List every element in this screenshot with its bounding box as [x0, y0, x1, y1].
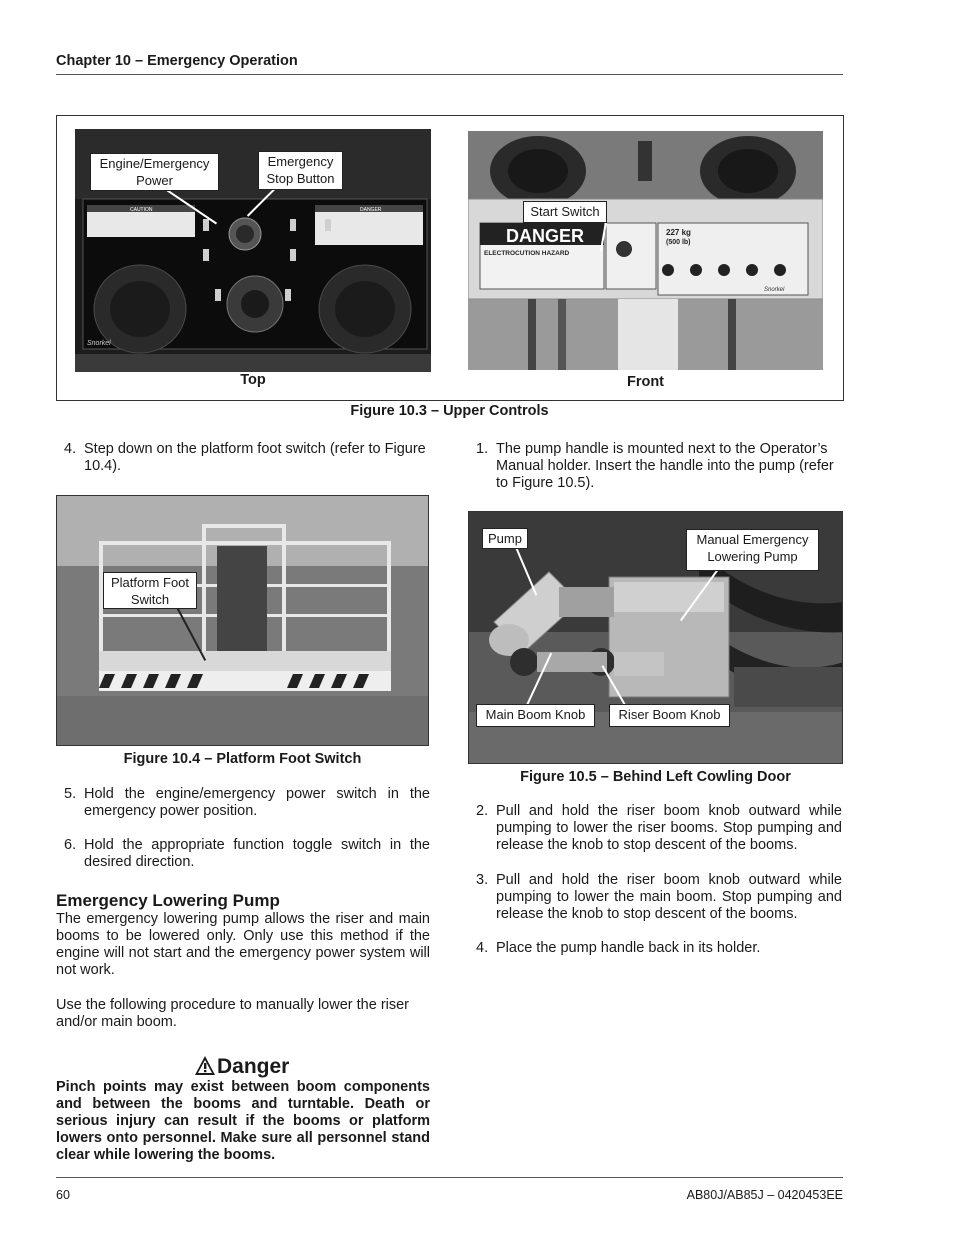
- danger-body-text: Pinch points may exist between boom components and between the booms and turntable. Death or serious injury can result if the booms or platform lowers onto personnel. Make sure all personnel stand clear while lowering the booms.: [56, 1079, 430, 1163]
- right-step-4: [476, 940, 842, 960]
- figure-10-5-caption: Figure 10.5 – Behind Left Cowling Door: [520, 769, 791, 785]
- callout-emergency-stop-button: Emergency Stop Button: [258, 151, 343, 190]
- figure-10-3-top-label: Top: [240, 372, 266, 388]
- left-step-4: [64, 441, 430, 477]
- figure-10-4-caption: Figure 10.4 – Platform Foot Switch: [123, 751, 362, 767]
- left-step-6: [64, 837, 430, 873]
- callout-manual-emergency-lowering-pump: Manual Emergency Lowering Pump: [686, 529, 819, 571]
- left-step-5: [64, 786, 430, 822]
- figure-10-3-caption: Figure 10.3 – Upper Controls: [350, 403, 549, 419]
- capacity-kg: 227 kg: [666, 228, 691, 237]
- right-step-2-text: Pull and hold the riser boom knob outward while pumping to lower the riser booms. Stop pumping and release the knob to stop descent of the booms.: [496, 803, 842, 853]
- right-step-4-text: Place the pump handle back in its holder.: [496, 940, 761, 956]
- left-step-6-number: 6.: [64, 837, 77, 853]
- header-rule: [56, 74, 843, 75]
- footer-rule: [56, 1177, 843, 1178]
- figure-10-3-front-label: Front: [626, 374, 665, 390]
- caution-label: CAUTION: [130, 207, 153, 213]
- right-step-3: [476, 872, 842, 926]
- front-brand-label: Snorkel: [764, 287, 785, 293]
- chapter-header: Chapter 10 – Emergency Operation: [56, 53, 298, 69]
- callout-platform-foot-switch: Platform Foot Switch: [103, 572, 197, 609]
- callout-riser-boom-knob: Riser Boom Knob: [609, 704, 730, 727]
- electrocution-text: ELECTROCUTION HAZARD: [484, 250, 570, 257]
- left-step-5-text: Hold the engine/emergency power switch in the emergency power position.: [84, 786, 430, 819]
- section-para-1: The emergency lowering pump allows the riser and main booms to be lowered only. Only use this method if the engine will not start and the emergency power system will not work.: [56, 911, 430, 978]
- callout-main-boom-knob: Main Boom Knob: [476, 704, 595, 727]
- platform-foot-switch-photo: [56, 495, 429, 746]
- right-step-1: [476, 441, 842, 495]
- callout-start-switch: Start Switch: [523, 201, 607, 223]
- right-step-1-number: 1.: [476, 441, 489, 457]
- capacity-lb: (500 lb): [666, 239, 691, 246]
- section-title-emergency-lowering-pump: Emergency Lowering Pump: [56, 891, 280, 910]
- right-step-4-number: 4.: [476, 940, 489, 956]
- callout-pump: Pump: [482, 528, 528, 549]
- brand-label: Snorkel: [87, 340, 111, 347]
- right-step-2-number: 2.: [476, 803, 489, 819]
- right-step-3-text: Pull and hold the riser boom knob outward while pumping to lower the main boom. Stop pumping and release the knob to stop descent of the booms.: [496, 872, 842, 922]
- section-para-2: Use the following procedure to manually lower the riser and/or main boom.: [56, 997, 410, 1030]
- left-step-5-number: 5.: [64, 786, 77, 802]
- left-step-6-text: Hold the appropriate function toggle switch in the desired direction.: [84, 837, 430, 870]
- page-number: 60: [56, 1188, 70, 1202]
- right-step-1-text: The pump handle is mounted next to the Operator’s Manual holder. Insert the handle into the pump (refer to Figure 10.5).: [496, 441, 834, 491]
- left-step-4-number: 4.: [64, 441, 77, 457]
- warning-triangle-icon: [194, 1055, 216, 1077]
- right-step-2: [476, 803, 842, 857]
- document-id: AB80J/AB85J – 0420453EE: [686, 1188, 843, 1202]
- danger-decal-text: DANGER: [506, 226, 585, 246]
- left-step-4-text: Step down on the platform foot switch (refer to Figure 10.4).: [84, 441, 426, 474]
- right-step-3-number: 3.: [476, 872, 489, 888]
- callout-engine-emergency-power: Engine/Emergency Power: [90, 153, 219, 191]
- upper-controls-front-photo: [468, 131, 823, 370]
- danger-heading: Danger: [217, 1055, 290, 1078]
- danger-small-label: DANGER: [360, 207, 382, 213]
